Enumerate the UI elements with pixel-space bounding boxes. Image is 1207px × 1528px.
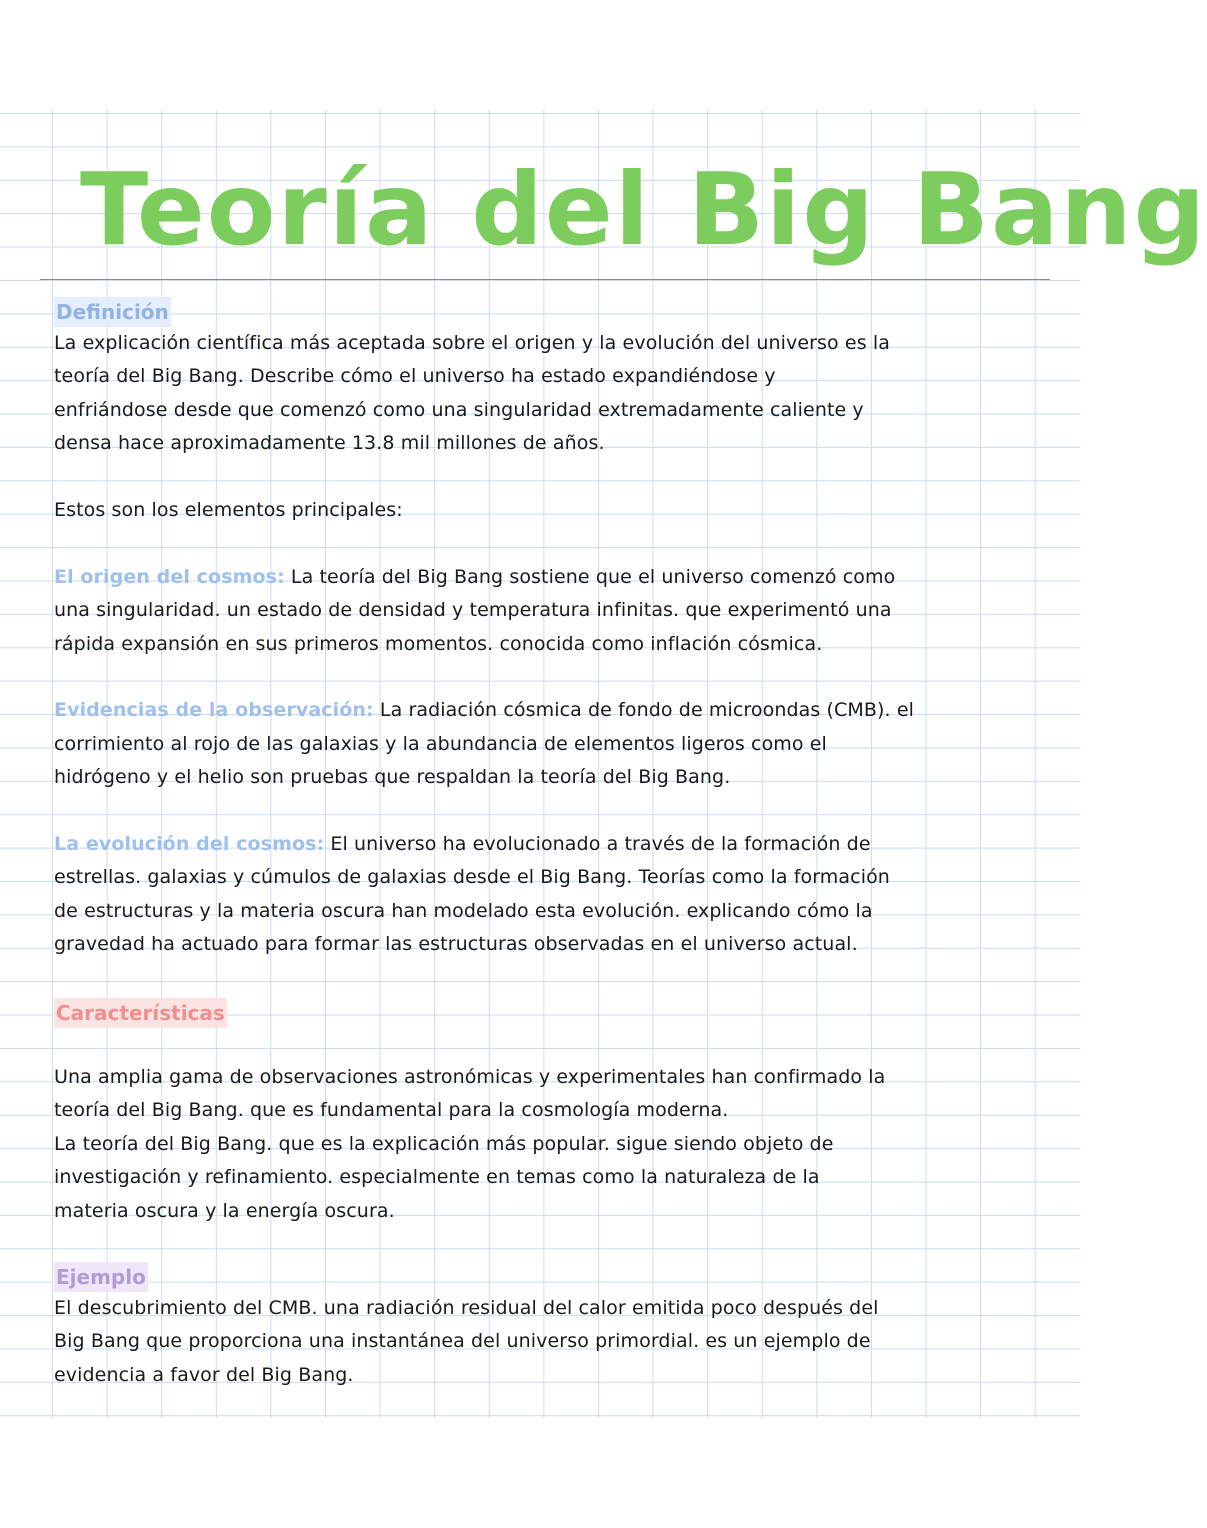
text-line: una singularidad. un estado de densidad y temperatura infinitas. que experimentó una [54, 599, 892, 622]
intro-text: Estos son los elementos principales: [54, 499, 403, 522]
heading-ejemplo: Ejemplo [54, 1262, 148, 1292]
page-top-margin [0, 0, 1080, 110]
text-line: de estructuras y la materia oscura han modelado esta evolución. explicando cómo la [54, 899, 873, 922]
text-line: teoría del Big Bang. que es fundamental para la cosmología moderna. [54, 1099, 729, 1122]
element-label: Evidencias de la observación: [54, 699, 374, 722]
text-line: gravedad ha actuado para formar las estructuras observadas en el universo actual. [54, 933, 858, 956]
element-first-line: La teoría del Big Bang sostiene que el universo comenzó como [290, 565, 896, 588]
text-line: corrimiento al rojo de las galaxias y la abundancia de elementos ligeros como el [54, 732, 827, 755]
element-label: La evolución del cosmos: [54, 833, 325, 856]
text-line: investigación y refinamiento. especialmente en temas como la naturaleza de la [54, 1166, 820, 1189]
element-evolucion [54, 828, 1054, 962]
text-line: El descubrimiento del CMB. una radiación residual del calor emitida poco después del [54, 1297, 879, 1320]
text-line: teoría del Big Bang. Describe cómo el universo ha estado expandiéndose y [54, 365, 776, 388]
element-evidencias [54, 694, 1054, 794]
text-line: densa hace aproximadamente 13.8 mil millones de años. [54, 432, 605, 455]
heading-caracteristicas: Características [54, 998, 227, 1028]
text-line [54, 828, 1054, 861]
text-line: evidencia a favor del Big Bang. [54, 1363, 354, 1386]
page-title: Teoría del Big Bang [80, 151, 1207, 268]
element-first-line: El universo ha evolucionado a través de la formación de [330, 833, 871, 856]
text-line [54, 561, 1054, 594]
element-origen [54, 561, 1054, 661]
section-ejemplo [54, 1262, 1054, 1392]
title-divider [40, 279, 1050, 280]
text-line [54, 694, 1054, 727]
element-label: El origen del cosmos: [54, 565, 285, 588]
section-definicion [54, 297, 1054, 461]
text-line: Big Bang que proporciona una instantánea del universo primordial. es un ejemplo de [54, 1330, 871, 1353]
text-line: La explicación científica más aceptada sobre el origen y la evolución del universo es la [54, 332, 890, 354]
page-bottom-margin [0, 1418, 1080, 1528]
text-line: materia oscura y la energía oscura. [54, 1199, 395, 1222]
text-line: rápida expansión en sus primeros momentos. conocida como inflación cósmica. [54, 632, 823, 655]
heading-definicion: Definición [54, 297, 171, 327]
section-caracteristicas [54, 998, 1054, 1228]
text-line: estrellas. galaxias y cúmulos de galaxias desde el Big Bang. Teorías como la formación [54, 866, 890, 889]
element-first-line: La radiación cósmica de fondo de microondas (CMB). el [379, 699, 914, 722]
text-line: hidrógeno y el helio son pruebas que respaldan la teoría del Big Bang. [54, 766, 731, 789]
notes-content [54, 297, 1054, 1392]
text-line: enfriándose desde que comenzó como una singularidad extremadamente caliente y [54, 398, 864, 421]
text-line: Una amplia gama de observaciones astronómicas y experimentales han confirmado la [54, 1066, 886, 1089]
text-line: La teoría del Big Bang. que es la explicación más popular. sigue siendo objeto de [54, 1132, 834, 1155]
